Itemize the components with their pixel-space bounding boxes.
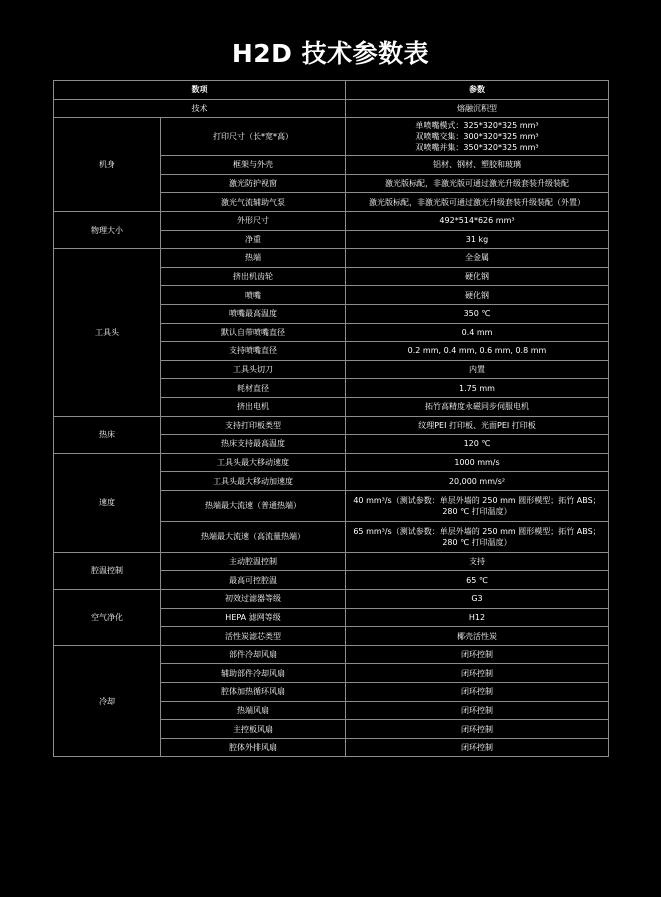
table-row — [54, 453, 609, 472]
spec-item: 热端最大流速（高流量热端） — [161, 521, 346, 552]
page-title: H2D 技术参数表 — [231, 39, 430, 68]
spec-item: 活性炭滤芯类型 — [161, 627, 346, 646]
spec-item: 热端 — [161, 249, 346, 268]
spec-value: 1000 mm/s — [346, 453, 609, 472]
spec-item: 喷嘴 — [161, 286, 346, 305]
spec-item: 框架与外壳 — [161, 156, 346, 175]
spec-item: 挤出机齿轮 — [161, 267, 346, 286]
spec-item: 净重 — [161, 230, 346, 249]
spec-value: 闭环控制 — [346, 701, 609, 720]
spec-item: 热端最大流速（普通热端） — [161, 490, 346, 521]
spec-item: HEPA 滤网等级 — [161, 608, 346, 627]
spec-item: 技术 — [54, 99, 346, 118]
header-value: 参数 — [346, 81, 609, 100]
table-row — [54, 590, 609, 609]
spec-item: 支持打印板类型 — [161, 416, 346, 435]
spec-item: 耗材直径 — [161, 379, 346, 398]
spec-value — [346, 521, 609, 552]
spec-value: 闭环控制 — [346, 738, 609, 757]
spec-item: 部件冷却风扇 — [161, 645, 346, 664]
table-row — [54, 645, 609, 664]
spec-item: 热端风扇 — [161, 701, 346, 720]
table-row — [54, 99, 609, 118]
spec-category: 热床 — [54, 416, 161, 453]
spec-value: 492*514*626 mm³ — [346, 211, 609, 230]
spec-value: 铝材、钢材、塑胶和玻璃 — [346, 156, 609, 175]
spec-item: 腔体外排风扇 — [161, 738, 346, 757]
spec-item: 初效过滤器等级 — [161, 590, 346, 609]
spec-value: 闭环控制 — [346, 664, 609, 683]
spec-item: 热床支持最高温度 — [161, 435, 346, 454]
spec-value: 20,000 mm/s² — [346, 472, 609, 491]
spec-category: 腔温控制 — [54, 552, 161, 589]
header-item: 数项 — [54, 81, 346, 100]
spec-value-line: 65 mm³/s（测试参数：单层外墙的 250 mm 圆形模型；拓竹 ABS； — [353, 526, 601, 536]
spec-value — [346, 490, 609, 521]
spec-value: 全金属 — [346, 249, 609, 268]
spec-category: 空气净化 — [54, 590, 161, 646]
spec-item: 激光防护视窗 — [161, 174, 346, 193]
spec-value-line: 双喷嘴交集：300*320*325 mm³ — [415, 132, 539, 142]
spec-item: 支持喷嘴直径 — [161, 342, 346, 361]
spec-item: 主控板风扇 — [161, 720, 346, 739]
spec-item: 喷嘴最高温度 — [161, 304, 346, 323]
spec-item: 默认自带喷嘴直径 — [161, 323, 346, 342]
spec-value: 31 kg — [346, 230, 609, 249]
spec-value: 激光版标配，非激光版可通过激光升级套装升级装配（外置） — [346, 193, 609, 212]
spec-value: G3 — [346, 590, 609, 609]
table-row — [54, 249, 609, 268]
spec-category: 物理大小 — [54, 211, 161, 248]
spec-value — [346, 118, 609, 156]
spec-item: 激光气流辅助气泵 — [161, 193, 346, 212]
spec-item: 主动腔温控制 — [161, 552, 346, 571]
spec-value-line: 双喷嘴并集：350*320*325 mm³ — [415, 143, 539, 153]
spec-value: 闭环控制 — [346, 645, 609, 664]
spec-category: 工具头 — [54, 249, 161, 416]
spec-item: 打印尺寸（长*宽*高） — [161, 118, 346, 156]
spec-value-line: 40 mm³/s（测试参数：单层外墙的 250 mm 圆形模型；拓竹 ABS； — [353, 495, 601, 505]
spec-item: 工具头最大移动加速度 — [161, 472, 346, 491]
spec-value: 65 ℃ — [346, 571, 609, 590]
spec-item: 工具头最大移动速度 — [161, 453, 346, 472]
table-row — [54, 416, 609, 435]
spec-item: 辅助部件冷却风扇 — [161, 664, 346, 683]
spec-value: 激光版标配，非激光版可通过激光升级套装升级装配 — [346, 174, 609, 193]
spec-value: 闭环控制 — [346, 720, 609, 739]
spec-value: 熔融沉积型 — [346, 99, 609, 118]
table-row — [54, 552, 609, 571]
spec-value: 120 ℃ — [346, 435, 609, 454]
spec-item: 外形尺寸 — [161, 211, 346, 230]
spec-value: 纹理PEI 打印板、光面PEI 打印板 — [346, 416, 609, 435]
spec-category: 冷却 — [54, 645, 161, 757]
spec-value: 内置 — [346, 360, 609, 379]
spec-value: 0.4 mm — [346, 323, 609, 342]
spec-value: 0.2 mm, 0.4 mm, 0.6 mm, 0.8 mm — [346, 342, 609, 361]
spec-item: 腔体加热循环风扇 — [161, 683, 346, 702]
spec-table — [53, 80, 609, 757]
spec-value: 硬化钢 — [346, 267, 609, 286]
table-row — [54, 118, 609, 156]
spec-value: 闭环控制 — [346, 683, 609, 702]
spec-value: 350 ℃ — [346, 304, 609, 323]
spec-value: 拓竹高精度永磁同步伺服电机 — [346, 397, 609, 416]
spec-item: 挤出电机 — [161, 397, 346, 416]
spec-item: 最高可控腔温 — [161, 571, 346, 590]
spec-category: 速度 — [54, 453, 161, 552]
table-row — [54, 211, 609, 230]
spec-value: H12 — [346, 608, 609, 627]
spec-value: 椰壳活性炭 — [346, 627, 609, 646]
spec-value-line: 单喷嘴模式：325*320*325 mm³ — [415, 121, 539, 131]
spec-item: 工具头切刀 — [161, 360, 346, 379]
spec-table-body — [54, 99, 609, 757]
spec-category: 机身 — [54, 118, 161, 212]
spec-value: 1.75 mm — [346, 379, 609, 398]
spec-value-line: 280 ℃ 打印温度） — [442, 537, 512, 547]
spec-value: 硬化钢 — [346, 286, 609, 305]
spec-value-line: 280 ℃ 打印温度） — [442, 506, 512, 516]
table-header-row — [54, 81, 609, 100]
spec-value: 支持 — [346, 552, 609, 571]
